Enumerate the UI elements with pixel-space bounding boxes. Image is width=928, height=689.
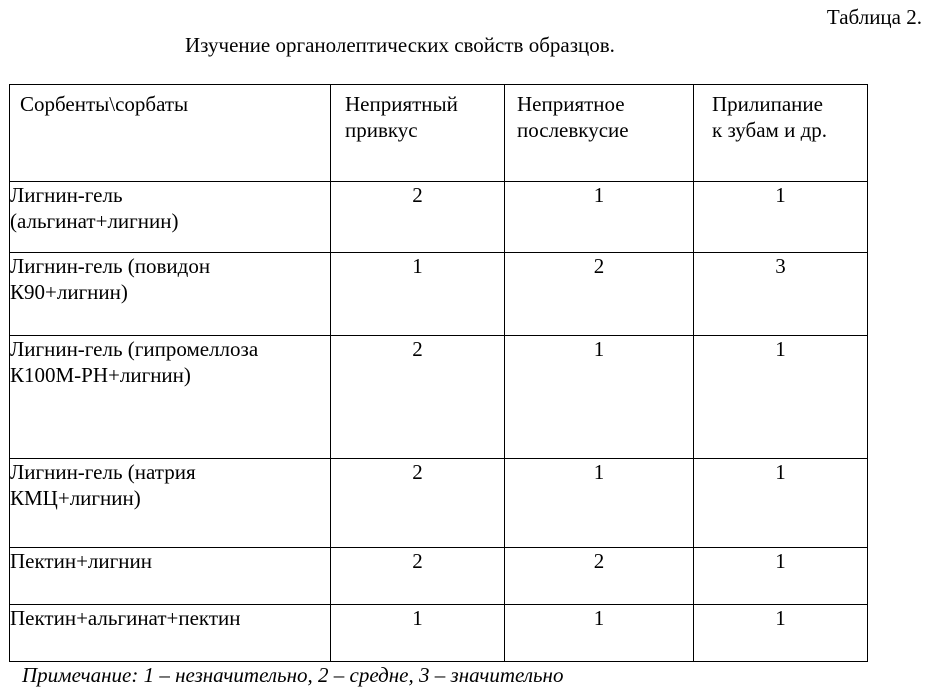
row-name-line: Пектин+лигнин [10, 549, 152, 573]
table-row [10, 182, 868, 253]
row-name-line: Лигнин-гель (натрия [10, 460, 196, 484]
row-name-cell [10, 605, 331, 662]
header-row [10, 85, 868, 182]
table-number: Таблица 2. [826, 5, 922, 29]
column-header-line: к зубам и др. [712, 118, 827, 142]
row-name-cell [10, 459, 331, 548]
table-row [10, 548, 868, 605]
value-cell: 2 [331, 548, 505, 605]
column-header-line: Неприятное [517, 92, 625, 116]
value-cell: 1 [505, 182, 694, 253]
value-cell: 1 [694, 336, 868, 459]
row-name-line: (альгинат+лигнин) [10, 209, 179, 233]
column-header-line: Сорбенты\сорбаты [20, 92, 189, 116]
row-name-cell [10, 182, 331, 253]
value-cell: 3 [694, 253, 868, 336]
column-header-aftertaste-unpleasant [331, 85, 505, 182]
row-name-line: Лигнин-гель (повидон [10, 254, 211, 278]
value-cell: 1 [694, 182, 868, 253]
value-cell: 2 [331, 336, 505, 459]
column-header-aftertaste [505, 85, 694, 182]
column-header-line: Прилипание [712, 92, 823, 116]
row-name-line: К90+лигнин) [10, 280, 128, 304]
column-header-line: привкус [345, 118, 418, 142]
value-cell: 1 [694, 459, 868, 548]
value-cell: 2 [505, 548, 694, 605]
table-row [10, 336, 868, 459]
value-cell: 1 [331, 253, 505, 336]
value-cell: 1 [505, 605, 694, 662]
row-name-cell [10, 336, 331, 459]
column-header-sorbents [10, 85, 331, 182]
value-cell: 1 [505, 459, 694, 548]
table-row [10, 605, 868, 662]
row-name-line: К100М-РН+лигнин) [10, 363, 191, 387]
table-row [10, 459, 868, 548]
column-header-sticking [694, 85, 868, 182]
row-name-line: Лигнин-гель (гипромеллоза [10, 337, 259, 361]
table-title: Изучение органолептических свойств образцов. [185, 33, 615, 57]
value-cell: 1 [694, 605, 868, 662]
row-name-line: Пектин+альгинат+пектин [10, 606, 241, 630]
value-cell: 2 [505, 253, 694, 336]
row-name-cell [10, 548, 331, 605]
table-footnote: Примечание: 1 – незначительно, 2 – средне, 3 – значительно [22, 663, 564, 687]
column-header-line: послевкусие [517, 118, 629, 142]
properties-table [9, 84, 868, 662]
value-cell: 2 [331, 182, 505, 253]
value-cell: 1 [505, 336, 694, 459]
value-cell: 1 [331, 605, 505, 662]
table-row [10, 253, 868, 336]
column-header-line: Неприятный [345, 92, 458, 116]
row-name-cell [10, 253, 331, 336]
value-cell: 2 [331, 459, 505, 548]
row-name-line: Лигнин-гель [10, 183, 123, 207]
row-name-line: КМЦ+лигнин) [10, 486, 141, 510]
value-cell: 1 [694, 548, 868, 605]
